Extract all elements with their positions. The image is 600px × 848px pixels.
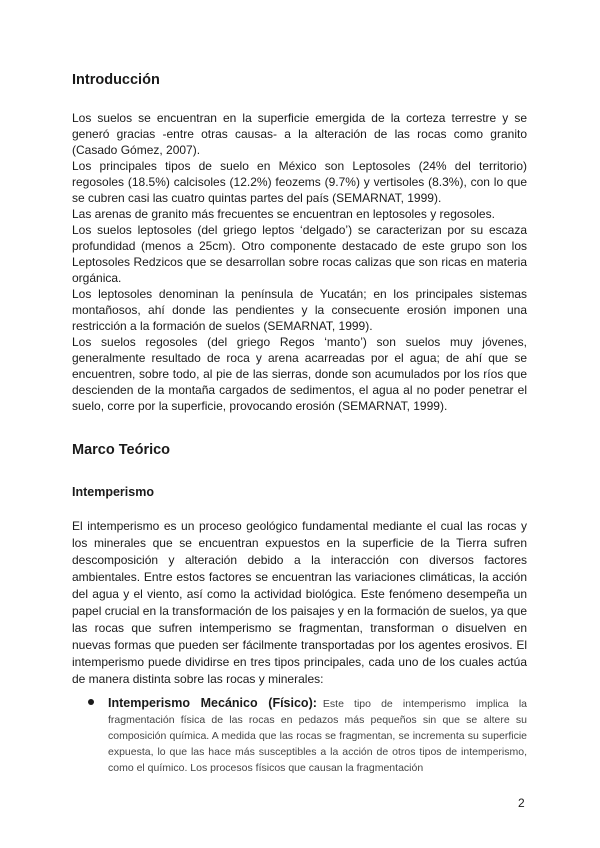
bullet-dot-icon (88, 699, 94, 705)
intro-paragraph-1: Los suelos se encuentran en la superficie emergida de la corteza terrestre y se generó gracias -entre otras causas- a la alteración de las rocas como granito (Casado Gómez, 2007). (72, 111, 527, 157)
bullet-item-mecanico (108, 695, 527, 776)
intro-paragraph-4: Los suelos leptosoles (del griego leptos ‘delgado’) se caracterizan por su escaza profundidad (menos a 25cm). Otro componente destacado de este grupo son los Leptosoles Redzicos que se desarrollan sobre rocas calizas que son ricas en materia orgánica. (72, 223, 527, 285)
intro-paragraph-3: Las arenas de granito más frecuentes se encuentran en leptosoles y regosoles. (72, 207, 495, 221)
bullet-item-title: Intemperismo Mecánico (Físico): (108, 696, 317, 710)
page-number: 2 (518, 796, 525, 810)
marco-paragraph: El intemperismo es un proceso geológico fundamental mediante el cual las rocas y los minerales que se encuentran expuestos en la superficie de la Tierra sufren descomposición y alteración debido a la interacción con diversos factores ambientales. Entre estos factores se encuentran las variaciones climáticas, la acción del agua y el viento, así como la actividad biológica. Este fenómeno desempeña un papel crucial en la transformación de los paisajes y en la formación de suelos, ya que las rocas que sufren intemperismo se fragmentan, transforman o disuelven en nuevas formas que pueden ser fácilmente transportadas por los agentes erosivos. El intemperismo puede dividirse en tres tipos principales, cada uno de los cuales actúa de manera distinta sobre las rocas y minerales: (72, 519, 527, 686)
intro-paragraph-2: Los principales tipos de suelo en México son Leptosoles (24% del territorio) regosoles (18.5%) calcisoles (12.2%) feozems (9.7%) y vertisoles (8.3%), con lo que se cubren casi las cuatro quintas partes del país (SEMARNAT, 1999). (72, 159, 527, 205)
intro-paragraph-6: Los suelos regosoles (del griego Regos ‘manto’) son suelos muy jóvenes, generalmente resultado de roca y arena acarreadas por el agua; de ahí que se encuentren, sobre todo, al pie de las sierras, donde son acumulados por los ríos que descienden de la montaña cargados de sedimentos, el agua al no poder penetrar el suelo, corre por la superficie, provocando erosión (SEMARNAT, 1999). (72, 335, 527, 413)
subsection-title-intemperismo: Intemperismo (72, 485, 154, 499)
section-title-introduccion: Introducción (72, 72, 160, 88)
intro-paragraph-5: Los leptosoles denominan la península de Yucatán; en los principales sistemas montañosos, ahí donde las pendientes y la consecuente erosión imponen una restricción a la formación de suelos (SEMARNAT, 1999). (72, 287, 527, 333)
section-title-marco-teorico: Marco Teórico (72, 442, 171, 458)
bullet-item-text: Este tipo de intemperismo implica la fragmentación física de las rocas en pedazos más pequeños sin que se altere su composición química. A medida que las rocas se fragmentan, se incrementa su superficie expuesta, lo que las hace más susceptibles a la acción de otros tipos de intemperismo, como el químico. Los procesos físicos que causan la fragmentación (108, 698, 528, 774)
